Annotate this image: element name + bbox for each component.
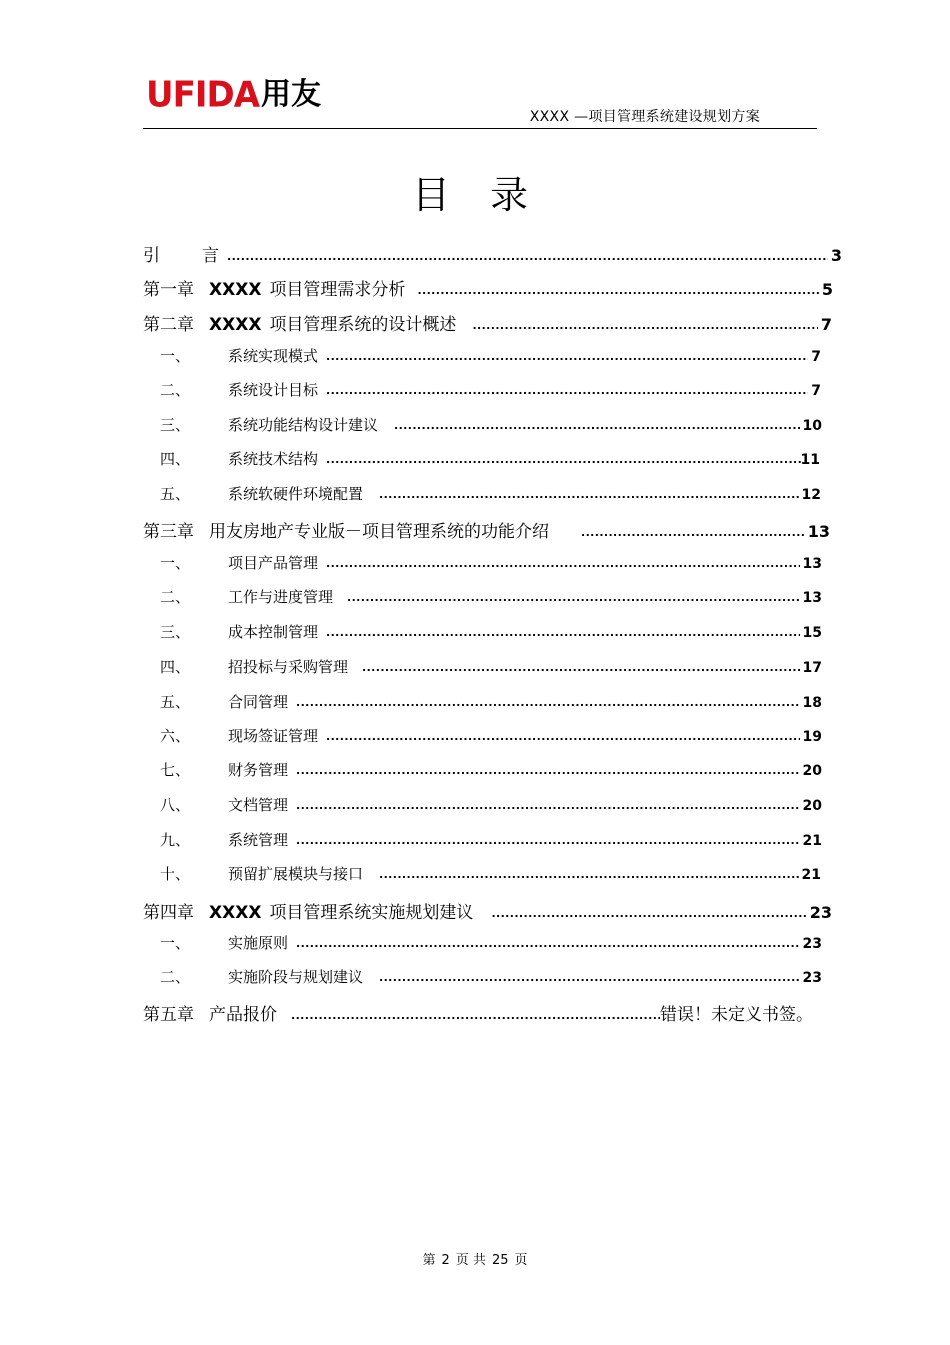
toc-leader-dots: [326, 346, 808, 361]
toc-page-number: 7: [820, 315, 832, 334]
toc-title: 目录: [411, 173, 568, 217]
toc-entry-number: 九、: [160, 831, 191, 849]
toc-page-number: 3: [830, 246, 842, 265]
toc-entry-chapter-2[interactable]: [143, 310, 832, 335]
toc-page-number: 11: [800, 452, 820, 468]
toc-page-number: 12: [801, 487, 821, 503]
logo-text-cn: 用友: [261, 77, 322, 112]
toc-entry-text: 产品报价: [209, 1005, 277, 1025]
toc-leader-dots: [326, 726, 800, 741]
toc-entry-text: 用友房地产专业版－项目管理系统的功能介绍: [209, 522, 549, 542]
toc-entry-text: 实施阶段与规划建议: [228, 968, 364, 986]
toc-leader-dots: [394, 415, 800, 430]
toc-page-number: 5: [821, 280, 833, 299]
toc-entry-text: 实施原则: [228, 934, 289, 952]
toc-entry-chapter-4[interactable]: [143, 898, 832, 923]
toc-entry-text: 合同管理: [228, 693, 289, 711]
footer-pre: 第: [422, 1253, 436, 1268]
toc-entry-text: 系统实现模式: [228, 347, 319, 365]
toc-page-number: 13: [802, 590, 822, 606]
toc-page-number: 13: [807, 522, 830, 541]
toc-entry-number: 十、: [160, 865, 191, 883]
toc-entry-number: 第三章: [143, 522, 194, 542]
toc-entry-number: 二、: [160, 968, 191, 986]
toc-page-number: 13: [802, 556, 822, 572]
toc-entry-bold: XXXX: [209, 280, 262, 300]
toc-page-number: 18: [802, 695, 822, 711]
toc-entry-number: 一、: [160, 347, 191, 365]
toc-page-number: 20: [802, 798, 822, 814]
toc-entry-number: 一、: [160, 554, 191, 572]
toc-entry-text: 成本控制管理: [228, 623, 319, 641]
toc-entry-text: 系统设计目标: [228, 381, 319, 399]
toc-leader-dots: [417, 278, 818, 295]
toc-entry-number: 四、: [160, 450, 191, 468]
toc-entry-section-4-2[interactable]: [160, 966, 822, 987]
toc-page-number: 7: [811, 349, 821, 365]
toc-entry-text: 项目管理系统的设计概述: [269, 315, 457, 335]
toc-page-number: 23: [809, 903, 832, 922]
toc-leader-dots: [296, 692, 800, 707]
toc-entry-number: 第五章: [143, 1005, 194, 1025]
toc-page-error-message: 错误！未定义书签。: [660, 1005, 813, 1025]
toc-leader-dots: [326, 449, 801, 464]
toc-entry-number: 三、: [160, 623, 191, 641]
toc-entry-text: 项目管理系统实施规划建议: [269, 903, 474, 923]
toc-entry-section-3-1[interactable]: [160, 552, 822, 573]
toc-entry-number: 第一章: [143, 280, 194, 300]
toc-page-number: 15: [802, 625, 822, 641]
logo-text-en: UFIDA: [146, 74, 260, 116]
toc-leader-dots: [326, 622, 800, 637]
toc-entry-number: 六、: [160, 727, 191, 745]
toc-entry-number-2: 言: [202, 246, 219, 266]
toc-leader-dots: [491, 901, 806, 918]
toc-entry-text: 财务管理: [228, 761, 289, 779]
page-footer: [0, 1249, 950, 1268]
toc-entry-number: 七、: [160, 761, 191, 779]
toc-entry-number: 第二章: [143, 315, 194, 335]
toc-entry-section-3-5[interactable]: [160, 691, 822, 712]
footer-mid: 页 共: [455, 1253, 486, 1268]
toc-entry-number: 一、: [160, 934, 191, 952]
toc-leader-dots: [472, 313, 817, 330]
toc-entry-section-3-8[interactable]: [160, 794, 822, 815]
toc-leader-dots: [581, 520, 805, 537]
toc-page-number: 19: [802, 729, 822, 745]
toc-entry-text: 系统功能结构设计建议: [228, 416, 379, 434]
toc-entry-section-3-7[interactable]: [160, 759, 822, 780]
toc-leader-dots: [379, 864, 799, 879]
toc-entry-number: 第四章: [143, 903, 194, 923]
toc-entry-number: 八、: [160, 796, 191, 814]
toc-entry-section-2-3[interactable]: [160, 414, 822, 435]
toc-leader-dots: [291, 1003, 660, 1020]
toc-page-number: 17: [802, 660, 822, 676]
toc-entry-section-3-6[interactable]: [160, 725, 822, 746]
toc-entry-section-2-5[interactable]: [160, 483, 821, 504]
toc-entry-text: 系统管理: [228, 831, 289, 849]
toc-page-number: 23: [802, 970, 822, 986]
toc-entry-number: 三、: [160, 416, 191, 434]
toc-entry-section-2-1[interactable]: [160, 345, 821, 366]
toc-entry-chapter-1[interactable]: [143, 275, 833, 300]
toc-page-number: 23: [802, 936, 822, 952]
toc-entry-intro[interactable]: [143, 241, 842, 266]
toc-page-number: 21: [801, 867, 821, 883]
toc-entry-section-4-1[interactable]: [160, 932, 822, 953]
toc-leader-dots: [296, 760, 800, 775]
toc-page-number: 10: [802, 418, 822, 434]
toc-entry-number: 五、: [160, 485, 191, 503]
toc-entry-text: 工作与进度管理: [228, 588, 334, 606]
toc-leader-dots: [379, 967, 800, 982]
toc-entry-chapter-5[interactable]: [143, 1000, 813, 1025]
footer-current-page: 2: [441, 1253, 450, 1268]
toc-leader-dots: [347, 587, 800, 602]
toc-entry-section-3-3[interactable]: [160, 621, 822, 642]
toc-entry-number: 引: [143, 246, 160, 266]
toc-leader-dots: [326, 380, 808, 395]
toc-leader-dots: [296, 830, 800, 845]
toc-entry-text: 项目产品管理: [228, 554, 319, 572]
toc-entry-bold: XXXX: [209, 903, 262, 923]
toc-entry-text: 文档管理: [228, 796, 289, 814]
toc-entry-text: 招投标与采购管理: [228, 658, 349, 676]
toc-leader-dots: [296, 795, 800, 810]
footer-post: 页: [514, 1253, 528, 1268]
toc-leader-dots: [296, 933, 800, 948]
toc-entry-section-3-10[interactable]: [160, 863, 821, 884]
toc-page-number: 21: [802, 833, 822, 849]
toc-entry-number: 二、: [160, 588, 191, 606]
toc-entry-section-3-9[interactable]: [160, 829, 822, 850]
toc-leader-dots: [326, 553, 800, 568]
toc-entry-number: 四、: [160, 658, 191, 676]
header-title-rest: —项目管理系统建设规划方案: [569, 109, 760, 125]
toc-entry-bold: XXXX: [209, 315, 262, 335]
toc-entry-text: 预留扩展模块与接口: [228, 865, 364, 883]
toc-page-number: 20: [802, 763, 822, 779]
toc-entry-text: 系统技术结构: [228, 450, 319, 468]
header-title-prefix: XXXX: [529, 109, 570, 125]
toc-entry-number: 五、: [160, 693, 191, 711]
footer-total-pages: 25: [491, 1253, 509, 1268]
toc-entry-section-3-2[interactable]: [160, 586, 822, 607]
toc-entry-text: 现场签证管理: [228, 727, 319, 745]
toc-leader-dots: [379, 484, 799, 499]
toc-entry-section-3-4[interactable]: [160, 656, 822, 677]
toc-entry-section-2-2[interactable]: [160, 379, 821, 400]
toc-page-number: 7: [811, 383, 821, 399]
toc-entry-section-2-4[interactable]: [160, 448, 820, 469]
toc-entry-text: 系统软硬件环境配置: [228, 485, 364, 503]
toc-leader-dots: [227, 244, 828, 261]
toc-entry-number: 二、: [160, 381, 191, 399]
toc-entry-text: 项目管理需求分析: [269, 280, 406, 300]
toc-leader-dots: [362, 657, 800, 672]
toc-entry-chapter-3[interactable]: [143, 517, 830, 542]
